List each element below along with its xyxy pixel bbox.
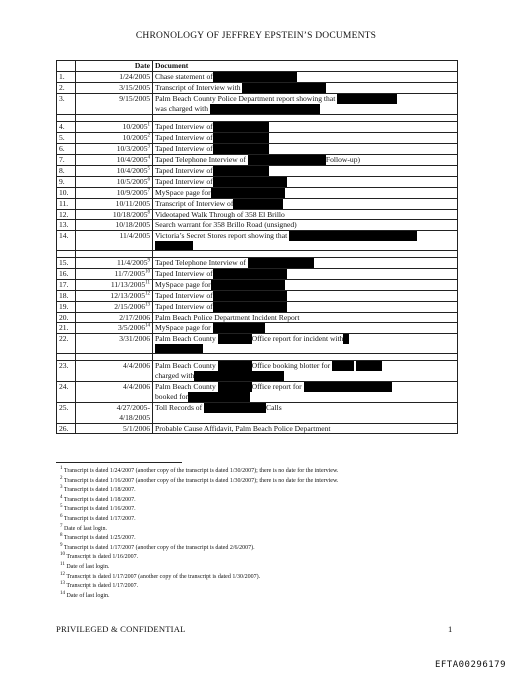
row-number: 17. <box>57 279 76 290</box>
row-date: 10/2005$^2$ <box>76 132 153 143</box>
row-document: Taped Interview of <box>153 290 458 301</box>
redaction <box>188 392 250 402</box>
row-document: Palm Beach County Office booking blotter for charged with <box>153 361 458 382</box>
row-date: 5/1/2006 <box>76 423 153 434</box>
row-date: 12/13/2005$^{12}$ <box>76 290 153 301</box>
row-document: Taped Interview of <box>153 143 458 154</box>
table-row <box>57 143 458 154</box>
row-document: Taped Interview of <box>153 132 458 143</box>
footnote: $^{14}$ Date of last login. <box>60 590 110 599</box>
row-date: 3/15/2005 <box>76 82 153 93</box>
redaction <box>155 344 203 353</box>
row-document: Taped Interview of <box>153 176 458 187</box>
table-row <box>57 176 458 187</box>
row-number: 25. <box>57 403 76 423</box>
row-number: 18. <box>57 290 76 301</box>
redaction <box>155 241 193 250</box>
row-number: 13. <box>57 220 76 231</box>
row-date: 10/18/2005$^8$ <box>76 209 153 220</box>
row-document: Toll Records of Calls <box>153 403 458 423</box>
row-number: 19. <box>57 301 76 312</box>
confidential-label: PRIVILEGED & CONFIDENTIAL <box>56 624 186 634</box>
row-gap <box>57 354 458 361</box>
redaction <box>211 280 285 290</box>
row-date: 10/2005$^1$ <box>76 121 153 132</box>
row-number: 11. <box>57 198 76 209</box>
footnote: $^{11}$ Date of last login. <box>60 561 110 570</box>
row-number: 16. <box>57 268 76 279</box>
footnote-divider <box>56 462 182 463</box>
row-number: 9. <box>57 176 76 187</box>
footnote-ref: 1 <box>147 122 150 128</box>
row-document: MySpace page for <box>153 187 458 198</box>
redaction <box>218 361 252 371</box>
table-row <box>57 154 458 165</box>
footnote-ref: 6 <box>147 177 150 183</box>
table-row <box>57 301 458 312</box>
row-document: MySpace page for <box>153 323 458 334</box>
footnote-ref: 10 <box>145 269 150 275</box>
row-date: 4/27/2005- 4/18/2005 <box>76 403 153 423</box>
row-document: Search warrant for 358 Brillo Road (unsigned) <box>153 220 458 231</box>
table-row <box>57 71 458 82</box>
row-date: 11/13/2005$^{11}$ <box>76 279 153 290</box>
row-document: MySpace page for <box>153 279 458 290</box>
row-number: 26. <box>57 423 76 434</box>
row-number: 23. <box>57 361 76 382</box>
row-document: Probable Cause Affidavit, Palm Beach Police Department <box>153 423 458 434</box>
table-row <box>57 121 458 132</box>
row-document: Palm Beach County Office report for booked for <box>153 382 458 403</box>
row-document: Taped Telephone Interview of Follow-up) <box>153 154 458 165</box>
row-document: Victoria’s Secret Stores report showing that <box>153 230 458 250</box>
row-number: 24. <box>57 382 76 403</box>
redaction <box>233 199 283 209</box>
footnote: $^9$ Transcript is dated 1/17/2007 (another copy of the transcript is dated 2/6/2007). <box>60 542 255 551</box>
row-date: 10/4/2005$^4$ <box>76 154 153 165</box>
row-number: 12. <box>57 209 76 220</box>
footnote: $^{13}$ Transcript is dated 1/17/2007. <box>60 581 139 590</box>
row-document: Taped Telephone Interview of <box>153 257 458 268</box>
footnotes <box>60 467 460 601</box>
page-number: 1 <box>448 624 453 634</box>
row-document: Taped Interview of <box>153 165 458 176</box>
row-number: 4. <box>57 121 76 132</box>
document-title: CHRONOLOGY OF JEFFREY EPSTEIN’S DOCUMENTS <box>135 31 377 41</box>
row-number: 7. <box>57 154 76 165</box>
redaction <box>356 361 382 371</box>
row-date: 4/4/2006 <box>76 382 153 403</box>
row-number: 15. <box>57 257 76 268</box>
footnote: $^7$ Date of last login. <box>60 523 107 532</box>
redaction <box>213 177 287 187</box>
row-date: 10/18/2005 <box>76 220 153 231</box>
row-document: Chase statement of <box>153 71 458 82</box>
redaction <box>332 361 354 371</box>
table-row <box>57 290 458 301</box>
row-date: 10/11/2005 <box>76 198 153 209</box>
footnote: $^8$ Transcript is dated 1/25/2007. <box>60 533 136 542</box>
footnote: $^6$ Transcript is dated 1/17/2007. <box>60 513 136 522</box>
redaction <box>248 155 326 165</box>
row-document: Transcript of Interview of <box>153 198 458 209</box>
redaction <box>304 382 392 392</box>
table-row <box>57 82 458 93</box>
table-row <box>57 198 458 209</box>
redaction <box>289 231 417 241</box>
row-date: 9/15/2005 <box>76 93 153 114</box>
footnote-ref: 8 <box>147 210 150 216</box>
row-gap <box>57 114 458 121</box>
row-document: Taped Interview of <box>153 301 458 312</box>
redaction <box>211 188 285 198</box>
table-row <box>57 268 458 279</box>
footnote-ref: 3 <box>147 144 150 150</box>
row-date: 3/31/2006 <box>76 334 153 354</box>
table-row <box>57 132 458 143</box>
table-row <box>57 209 458 220</box>
table-header-row <box>57 61 458 72</box>
row-number: 14. <box>57 230 76 250</box>
redaction <box>213 269 287 279</box>
row-gap <box>57 250 458 257</box>
row-number: 1. <box>57 71 76 82</box>
table-row <box>57 279 458 290</box>
redaction <box>204 403 266 413</box>
row-number: 6. <box>57 143 76 154</box>
row-document: Videotaped Walk Through of 358 El Brillo <box>153 209 458 220</box>
row-date: 3/5/2006$^{14}$ <box>76 323 153 334</box>
row-document: Taped Interview of <box>153 121 458 132</box>
footnote-ref: 4 <box>147 155 150 161</box>
redaction <box>213 291 287 301</box>
redaction <box>343 334 349 344</box>
footnote-ref: 11 <box>145 280 150 286</box>
row-date: 2/15/2006$^{13}$ <box>76 301 153 312</box>
table-row <box>57 312 458 323</box>
redaction <box>213 144 269 154</box>
footnote: $^2$ Transcript is dated 1/16/2007 (another copy of the transcript is dated 1/30/2007); there is no date for the interview. <box>60 475 339 484</box>
row-number: 3. <box>57 93 76 114</box>
footnote: $^{12}$ Transcript is dated 1/17/2007 (another copy of the transcript is dated 1/30/2007). <box>60 571 261 580</box>
redaction <box>213 72 297 82</box>
footnote-ref: 2 <box>147 133 150 139</box>
table-row <box>57 165 458 176</box>
row-number: 10. <box>57 187 76 198</box>
redaction <box>218 382 252 392</box>
row-number: 5. <box>57 132 76 143</box>
footnote: $^{10}$ Transcript is dated 1/16/2007. <box>60 552 139 561</box>
table-row <box>57 361 458 382</box>
footnote-ref: 9 <box>147 258 150 264</box>
footnote: $^1$ Transcript is dated 1/24/2007 (another copy of the transcript is dated 1/30/2007); there is no date for the interview. <box>60 466 339 474</box>
redaction <box>242 83 326 93</box>
footnote-ref: 5 <box>147 166 150 172</box>
row-date: 10/9/2005$^7$ <box>76 187 153 198</box>
row-date: 4/4/2006 <box>76 361 153 382</box>
row-date: 1/24/2005 <box>76 71 153 82</box>
row-number: 20. <box>57 312 76 323</box>
table-row <box>57 323 458 334</box>
row-document: Transcript of Interview with <box>153 82 458 93</box>
row-date: 10/4/2005$^5$ <box>76 165 153 176</box>
table-row <box>57 423 458 434</box>
row-date: 11/7/2005$^{10}$ <box>76 268 153 279</box>
footnote-ref: 13 <box>145 302 150 308</box>
footnote: $^4$ Transcript is dated 1/18/2007. <box>60 494 136 503</box>
header-document: Document <box>153 61 458 72</box>
footnote-ref: 14 <box>145 323 150 329</box>
footnote: $^3$ Transcript is dated 1/18/2007. <box>60 485 136 494</box>
row-document: Taped Interview of <box>153 268 458 279</box>
header-date: Date <box>76 61 153 72</box>
table-row <box>57 334 458 354</box>
row-number: 22. <box>57 334 76 354</box>
redaction <box>218 334 252 344</box>
table-row <box>57 403 458 423</box>
row-date: 2/17/2006 <box>76 312 153 323</box>
row-number: 21. <box>57 323 76 334</box>
footnote-ref: 7 <box>147 188 150 194</box>
redaction <box>213 323 265 333</box>
redaction <box>194 371 284 381</box>
row-document: Palm Beach County Office report for incident with <box>153 334 458 354</box>
footnote: $^5$ Transcript is dated 1/16/2007. <box>60 504 136 513</box>
row-date: 10/5/2005$^6$ <box>76 176 153 187</box>
row-date: 10/3/2005$^3$ <box>76 143 153 154</box>
row-document: Palm Beach County Police Department report showing that was charged with <box>153 93 458 114</box>
chronology-table <box>56 60 458 434</box>
row-number: 2. <box>57 82 76 93</box>
header-num <box>57 61 76 72</box>
redaction <box>213 166 269 176</box>
table-row <box>57 93 458 114</box>
table-row <box>57 187 458 198</box>
table-row <box>57 220 458 231</box>
redaction <box>213 122 269 132</box>
redaction <box>213 302 287 312</box>
row-date: 11/4/2005$^9$ <box>76 257 153 268</box>
table-row <box>57 257 458 268</box>
bates-number: EFTA00296179 <box>434 660 506 670</box>
table-row <box>57 230 458 250</box>
row-number: 8. <box>57 165 76 176</box>
redaction <box>210 104 320 114</box>
row-date: 11/4/2005 <box>76 230 153 250</box>
footnote-ref: 12 <box>145 291 150 297</box>
row-document: Palm Beach Police Department Incident Report <box>153 312 458 323</box>
table-row <box>57 382 458 403</box>
redaction <box>248 258 314 268</box>
redaction <box>337 94 397 104</box>
redaction <box>213 133 269 143</box>
